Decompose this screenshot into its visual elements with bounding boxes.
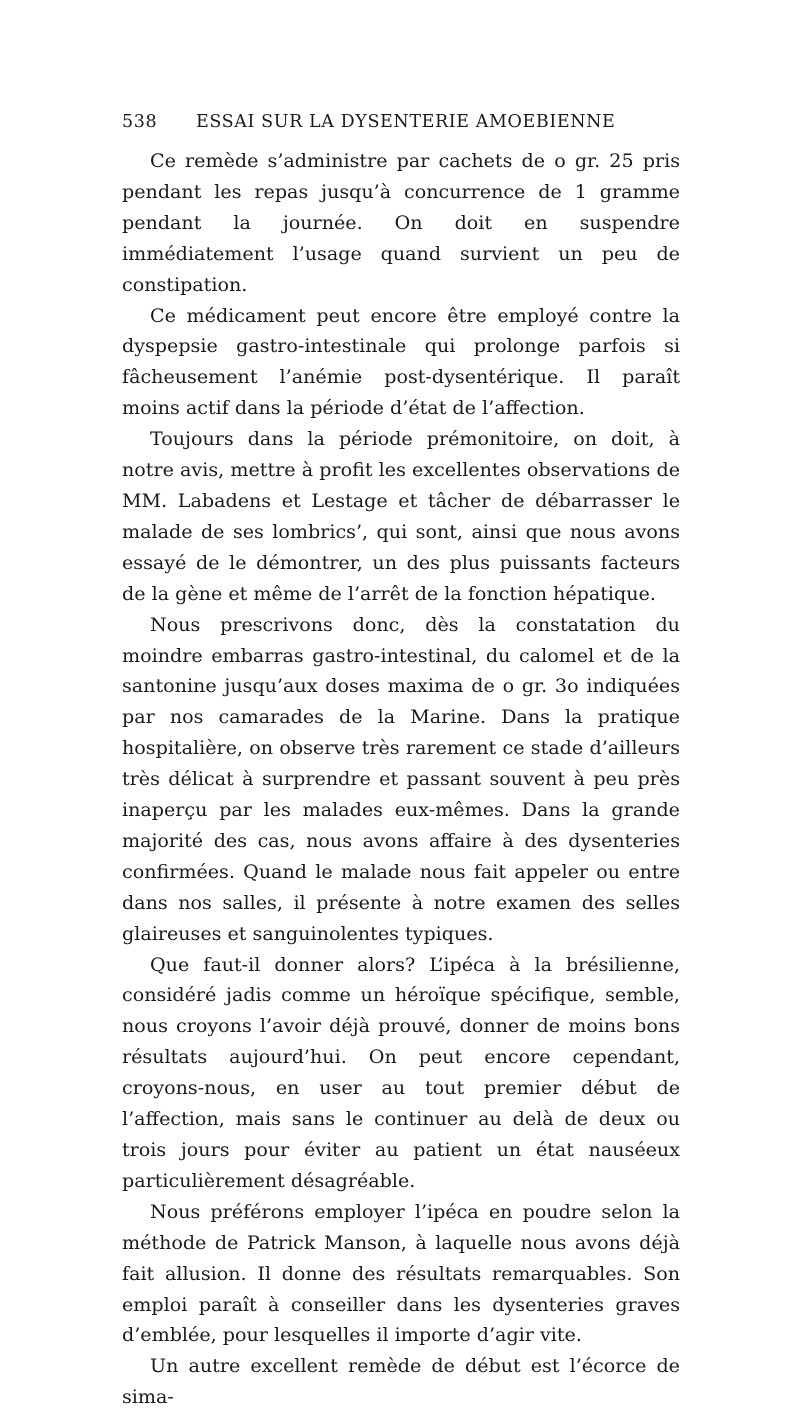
paragraph: Un autre excellent remède de début est l’écorce de sima- bbox=[122, 1354, 680, 1409]
running-title: ESSAI SUR LA DYSENTERIE AMOEBIENNE bbox=[196, 112, 616, 132]
paragraph: Nous prescrivons donc, dès la constatation du moindre embarras gastro-intestinal, du calomel et de la santonine jusqu’aux doses maxima de o gr. 3o indiquées par nos camarades de la Marine. Dans la pratique hospitalière, on observe très rarement ce stade d’ailleurs très délicat à surprendre et passant souvent à peu près inaperçu par les malades eux-mêmes. Dans la grande majorité des cas, nous avons affaire à des dysenteries confirmées. Quand le malade nous fait appeler ou entre dans nos salles, il présente à notre examen des selles glaireuses et sanguinolentes typiques. bbox=[122, 612, 680, 945]
paragraph: Nous préférons employer l’ipéca en poudre selon la méthode de Patrick Manson, à laquelle nous avons déjà fait allusion. Il donne des résultats remarquables. Son emploi paraît à conseiller dans les dysenteries graves d’emblée, pour lesquelles il importe d’agir vite. bbox=[122, 1199, 680, 1347]
book-page bbox=[122, 112, 680, 1413]
paragraph: Toujours dans la période prémonitoire, on doit, à notre avis, mettre à profit les excellentes observations de MM. Labadens et Lestage et tâcher de débarrasser le malade de ses lombrics’, qui sont, ainsi que nous avons essayé de le démontrer, un des plus puissants facteurs de la gène et même de l’arrêt de la fonction hépatique. bbox=[122, 427, 680, 605]
paragraph: Ce médicament peut encore être employé contre la dyspepsie gastro-intestinale qui prolonge parfois si fâcheusement l’anémie post-dysentérique. Il paraît moins actif dans la période d’état de l’affection. bbox=[122, 303, 680, 420]
page-number: 538 bbox=[122, 112, 158, 132]
body-text bbox=[122, 146, 680, 1413]
running-header bbox=[122, 112, 680, 142]
paragraph: Que faut-il donner alors? L’ipéca à la brésilienne, considéré jadis comme un héroïque spécifique, semble, nous croyons l’avoir déjà prouvé, donner de moins bons résultats aujourd’hui. On peut encore cependant, croyons-nous, en user au tout premier début de l’affection, mais sans le continuer au delà de deux ou trois jours pour éviter au patient un état nauséeux particulièrement désagréable. bbox=[122, 952, 680, 1192]
paragraph: Ce remède s’administre par cachets de o gr. 25 pris pendant les repas jusqu’à concurrence de 1 gramme pendant la journée. On doit en suspendre immédiatement l’usage quand survient un peu de constipation. bbox=[122, 149, 680, 296]
